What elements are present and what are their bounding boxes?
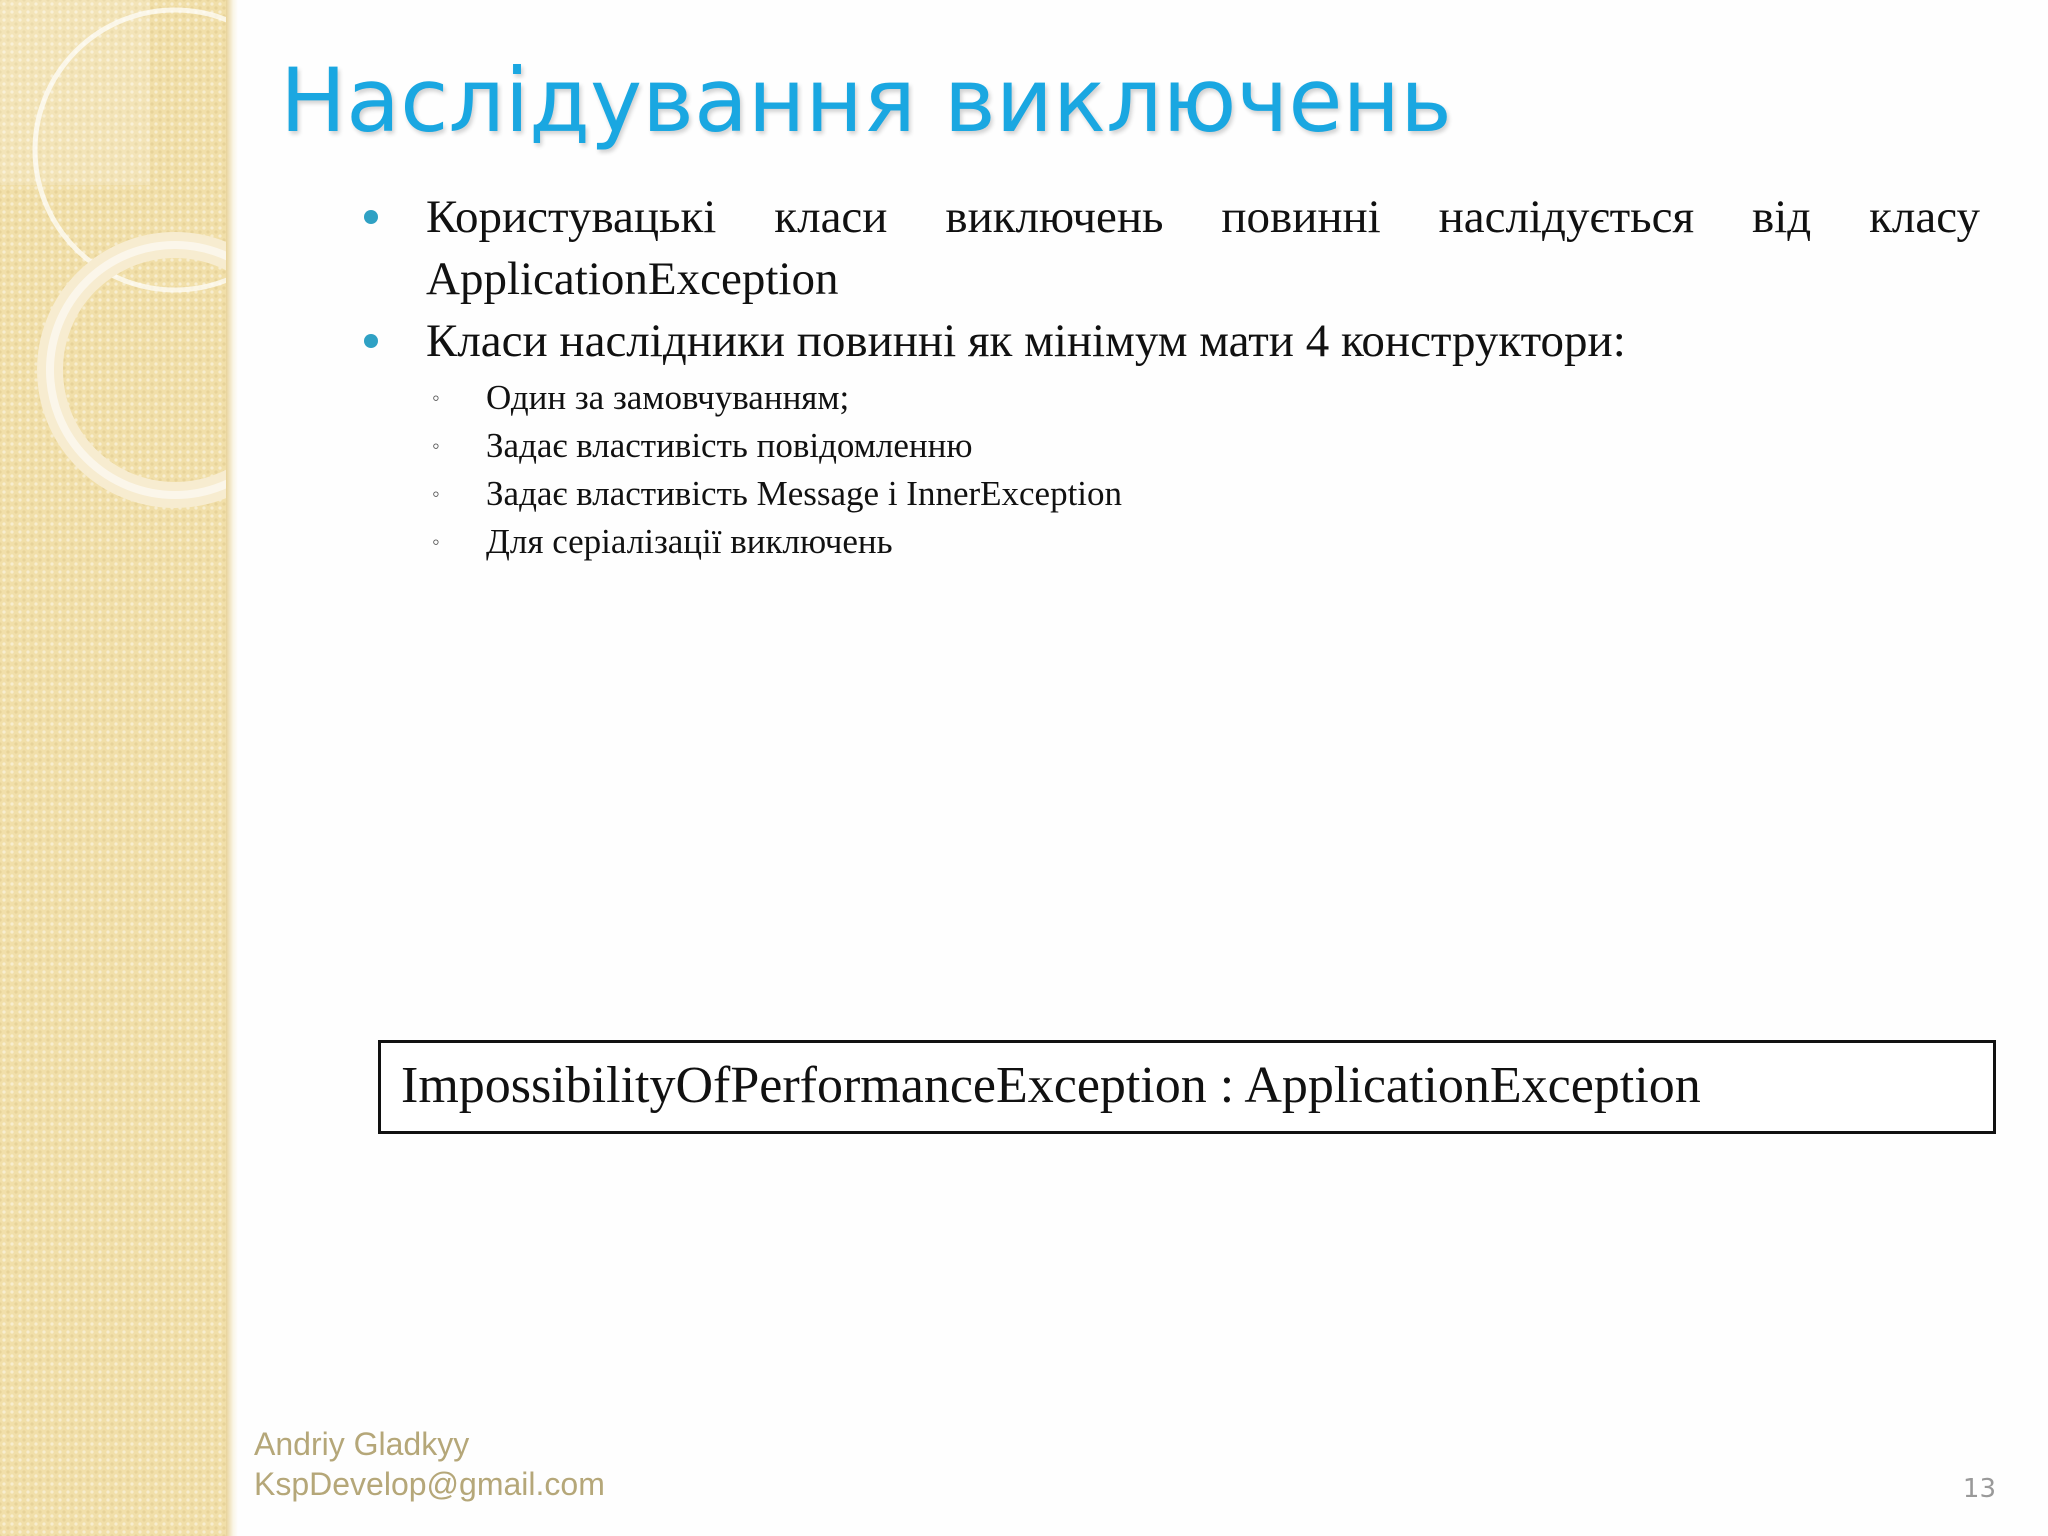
slide-title: Наслідування виключень bbox=[280, 49, 1452, 152]
decorative-rings-icon bbox=[0, 0, 226, 1536]
sub-bullet-item bbox=[360, 470, 1980, 518]
sidebar-edge bbox=[226, 0, 238, 1536]
page-number: 13 bbox=[1962, 1474, 1996, 1504]
circle-bullet-icon: ◦ bbox=[432, 433, 440, 458]
bullet-text: Користувацькі класи виключень повинні наслідується від класу ApplicationException bbox=[426, 191, 1980, 305]
sub-bullet-list bbox=[360, 374, 1980, 566]
sub-bullet-item bbox=[360, 518, 1980, 566]
sub-bullet-text: Один за замовчуванням; bbox=[486, 378, 850, 417]
class-declaration-box: ImpossibilityOfPerformanceException : ApplicationException bbox=[378, 1040, 1996, 1134]
author-email: KspDevelop@gmail.com bbox=[254, 1466, 605, 1502]
circle-bullet-icon: ◦ bbox=[432, 481, 440, 506]
sub-bullet-text: Для серіалізації виключень bbox=[486, 522, 893, 561]
bullet-item bbox=[360, 310, 1980, 372]
sub-bullet-item bbox=[360, 422, 1980, 470]
sub-bullet-text: Задає властивість повідомленню bbox=[486, 426, 973, 465]
bullet-item bbox=[360, 186, 1980, 310]
footer-author bbox=[254, 1424, 605, 1504]
bullet-text: Класи наслідники повинні як мінімум мати 4 конструктори: bbox=[426, 315, 1626, 367]
bullet-dot-icon bbox=[364, 210, 378, 224]
bullet-list bbox=[360, 186, 1980, 372]
sub-bullet-text: Задає властивість Message і InnerException bbox=[486, 474, 1123, 513]
circle-bullet-icon: ◦ bbox=[432, 529, 440, 554]
decorative-sidebar bbox=[0, 0, 226, 1536]
bullet-dot-icon bbox=[364, 334, 378, 348]
circle-bullet-icon: ◦ bbox=[432, 385, 440, 410]
slide-content bbox=[360, 186, 1980, 566]
author-name: Andriy Gladkyy bbox=[254, 1426, 470, 1462]
sub-bullet-item bbox=[360, 374, 1980, 422]
